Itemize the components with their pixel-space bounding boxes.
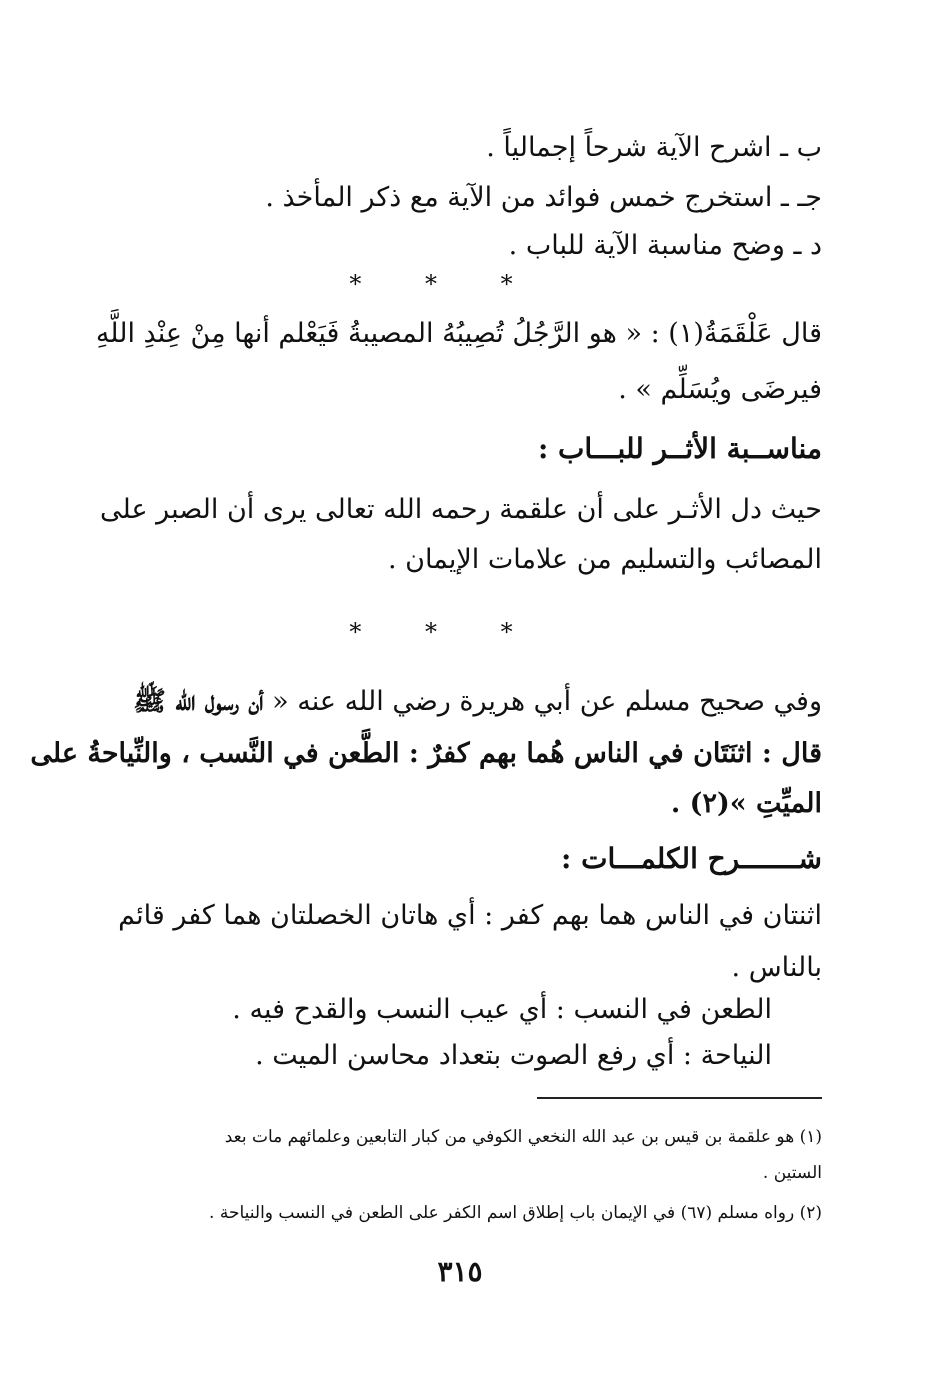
hadith-line-1	[133, 682, 822, 722]
alqama-quote-line-2: فيرضَى ويُسَلِّم » .	[618, 374, 822, 405]
footnote-1-line-2: الستين .	[762, 1163, 822, 1183]
word-explanation-line-3: الطعن في النسب : أي عيب النسب والقدح فيه .	[232, 994, 772, 1025]
word-explanation-line-2: بالناس .	[731, 952, 822, 983]
relevance-line-1: حيث دل الأثـر على أن علقمة رحمه الله تعالى يرى أن الصبر على	[100, 494, 822, 525]
exercise-j: جـ ـ استخرج خمس فوائد من الآية مع ذكر المأخذ .	[265, 182, 822, 213]
relevance-heading: مناســبة الأثــر للبـــاب :	[537, 432, 822, 465]
word-explanation-line-1: اثنتان في الناس هما بهم كفر : أي هاتان الخصلتان هما كفر قائم	[118, 900, 822, 931]
word-explanation-heading: شـــــــرح الكلمـــات :	[561, 842, 822, 875]
footnote-1-line-1: (١) هو علقمة بن قيس بن عبد الله النخعي الكوفي من كبار التابعين وعلمائهم مات بعد	[224, 1127, 822, 1147]
hadith-intro: وفي صحيح مسلم عن أبي هريرة رضي الله عنه «	[263, 686, 822, 717]
exercise-b: ب ـ اشرح الآية شرحاً إجمالياً .	[486, 132, 822, 163]
exercise-d: د ـ وضح مناسبة الآية للباب .	[508, 230, 822, 261]
page-number: ٣١٥	[437, 1255, 483, 1288]
hadith-line-2: قال : اثنَتَان في الناس هُما بهم كفرٌ : الطَّعن في النَّسب ، والنِّياحةُ على	[30, 738, 822, 769]
separator-stars-2: * * *	[349, 618, 541, 646]
footnote-2: (٢) رواه مسلم (٦٧) في الإيمان باب إطلاق اسم الكفر على الطعن في النسب والنياحة .	[209, 1203, 822, 1223]
relevance-line-2: المصائب والتسليم من علامات الإيمان .	[388, 544, 822, 575]
hadith-line-3: الميِّتِ »(٢) .	[670, 788, 822, 819]
hadith-messenger: أن رسول الله ﷺ	[133, 686, 264, 717]
separator-stars: * * *	[349, 270, 541, 298]
word-explanation-line-4: النياحة : أي رفع الصوت بتعداد محاسن الميت .	[255, 1040, 772, 1071]
alqama-quote-line-1: قال عَلْقَمَةُ(١) : « هو الرَّجُلُ تُصِيبُهُ المصيبةُ فَيَعْلم أنها مِنْ عِنْدِ اللَّهِ	[95, 318, 822, 349]
footnote-divider	[537, 1097, 822, 1099]
